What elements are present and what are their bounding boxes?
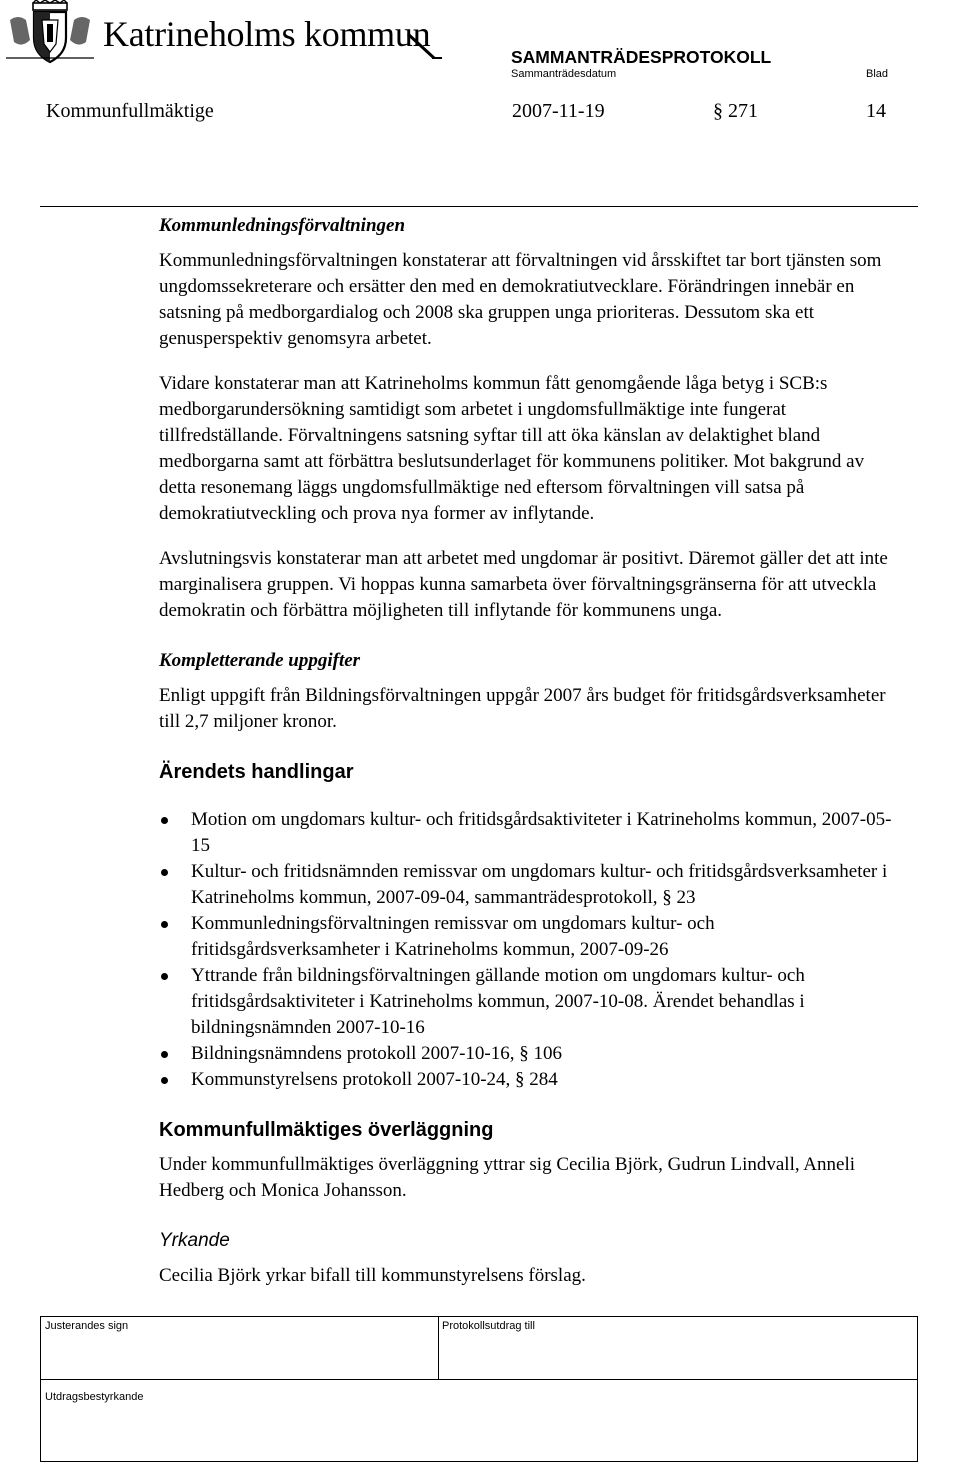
paragraph-klf-1: Kommunledningsförvaltningen konstaterar att förvaltningen vid årsskiftet tar bort tjänsten som ungdomssekreterare och ersätter den med en demokratiutvecklare. Förändringen innebär en satsning på medborgardialog och 2008 ska gruppen unga prioriteras. Dessutom ska ett genusperspektiv genomsyra arbetet. bbox=[159, 250, 882, 349]
section-heading-klf: Kommunledningsförvaltningen bbox=[159, 215, 406, 236]
bullet-icon bbox=[161, 817, 168, 824]
document-text: Kommunstyrelsens protokoll 2007-10-24, bbox=[191, 1069, 516, 1090]
paragraph-number bbox=[713, 98, 758, 124]
brand-slash-icon bbox=[404, 30, 444, 66]
section-heading-debate: Kommunfullmäktiges överläggning bbox=[159, 1119, 494, 1141]
list-item bbox=[159, 859, 899, 911]
document-text: Kultur- och fritidsnämnden remissvar om ungdomars kultur- och fritidsgårdsverksamheter i Katrineholms kommun, 2007-09-04, sammanträdesprotokoll, bbox=[191, 861, 888, 908]
paragraph-klf-2: Vidare konstaterar man att Katrineholms kommun fått genomgående låga betyg i SCB:s medborgarundersökning samtidigt som arbetet i ungdomsfullmäktige inte fungerat tillfredställande. Förvaltningens satsning syftar till att öka känslan av delaktighet bland medborgarna samt att förbättra beslutsunderlaget för kommunens politiker. Mot bakgrund av detta resonemang läggs ungdomsfullmäktige ned eftersom förvaltningen vill satsa på demokratiutveckling och prova nya former av inflytande. bbox=[159, 373, 865, 524]
paragraph-debate: Under kommunfullmäktiges överläggning yttrar sig Cecilia Björk, Gudrun Lindvall, Anneli Hedberg och Monica Johansson. bbox=[159, 1154, 856, 1201]
section-heading-documents: Ärendets handlingar bbox=[159, 761, 354, 783]
document-paragraph: 284 bbox=[529, 1069, 558, 1090]
list-item bbox=[159, 911, 899, 963]
protocol-content bbox=[159, 213, 899, 1289]
paragraph-sign-icon: § bbox=[662, 887, 672, 908]
document-text: Bildningsnämndens protokoll 2007-10-16, bbox=[191, 1043, 520, 1064]
brand-name: Katrineholms kommun bbox=[103, 14, 431, 54]
page-label: Blad bbox=[866, 68, 889, 80]
bullet-icon bbox=[161, 921, 168, 928]
documents-list bbox=[159, 807, 899, 1093]
header-divider bbox=[40, 206, 918, 207]
list-item bbox=[159, 1041, 899, 1067]
section-heading-supplementary: Kompletterande uppgifter bbox=[159, 650, 361, 671]
paragraph-sign-icon: § bbox=[519, 1043, 529, 1064]
meeting-date-label: Sammanträdesdatum bbox=[511, 68, 617, 80]
paragraph-klf-3: Avslutningsvis konstaterar man att arbetet med ungdomar är positivt. Däremot gäller det att inte marginalisera gruppen. Vi hoppas kunna samarbeta över förvaltningsgränserna för att utveckla demokratin och förbättra möjligheten till inflytande för kommunens unga. bbox=[159, 548, 888, 621]
signature-footer bbox=[40, 1316, 918, 1462]
bullet-icon bbox=[161, 1051, 168, 1058]
certification-label: Utdragsbestyrkande bbox=[45, 1391, 144, 1403]
document-text: Motion om ungdomars kultur- och fritidsgårdsaktiviteter i Katrineholms kommun, 2007-05-15 bbox=[191, 809, 892, 856]
list-item bbox=[159, 963, 899, 1041]
meeting-date: 2007-11-19 bbox=[512, 100, 605, 122]
protocol-title: SAMMANTRÄDESPROTOKOLL bbox=[511, 47, 772, 67]
paragraph-motion: Cecilia Björk yrkar bifall till kommunstyrelsens förslag. bbox=[159, 1265, 586, 1286]
meeting-meta-row bbox=[46, 98, 892, 124]
meeting-body: Kommunfullmäktige bbox=[46, 100, 214, 122]
section-heading-motion: Yrkande bbox=[159, 1230, 230, 1251]
bullet-icon bbox=[161, 869, 168, 876]
footer-divider-horizontal bbox=[41, 1379, 917, 1380]
paragraph-sign-icon: § bbox=[515, 1069, 525, 1090]
page-number: 14 bbox=[866, 100, 886, 122]
list-item bbox=[159, 807, 899, 859]
bullet-icon bbox=[161, 1077, 168, 1084]
paragraph-sign-icon: § bbox=[713, 100, 723, 122]
list-item bbox=[159, 1067, 899, 1093]
document-paragraph: 106 bbox=[533, 1043, 563, 1064]
bullet-icon bbox=[161, 973, 168, 980]
document-paragraph: 23 bbox=[676, 887, 696, 908]
extract-label: Protokollsutdrag till bbox=[442, 1320, 535, 1332]
footer-divider-vertical bbox=[438, 1317, 439, 1379]
signature-label: Justerandes sign bbox=[45, 1320, 129, 1332]
paragraph-value: 271 bbox=[728, 100, 758, 122]
document-text: Yttrande från bildningsförvaltningen gällande motion om ungdomars kultur- och fritidsgårdsaktiviteter i Katrineholms kommun, 2007-10-08. Ärendet behandlas i bildningsnämnden 2007-10-16 bbox=[191, 965, 805, 1038]
document-text: Kommunledningsförvaltningen remissvar om ungdomars kultur- och fritidsgårdsverksamheter i Katrineholms kommun, 2007-09-26 bbox=[191, 913, 715, 960]
paragraph-supplementary: Enligt uppgift från Bildningsförvaltningen uppgår 2007 års budget för fritidsgårdsverksamheter till 2,7 miljoner kronor. bbox=[159, 685, 886, 732]
coat-of-arms-icon bbox=[0, 0, 100, 64]
